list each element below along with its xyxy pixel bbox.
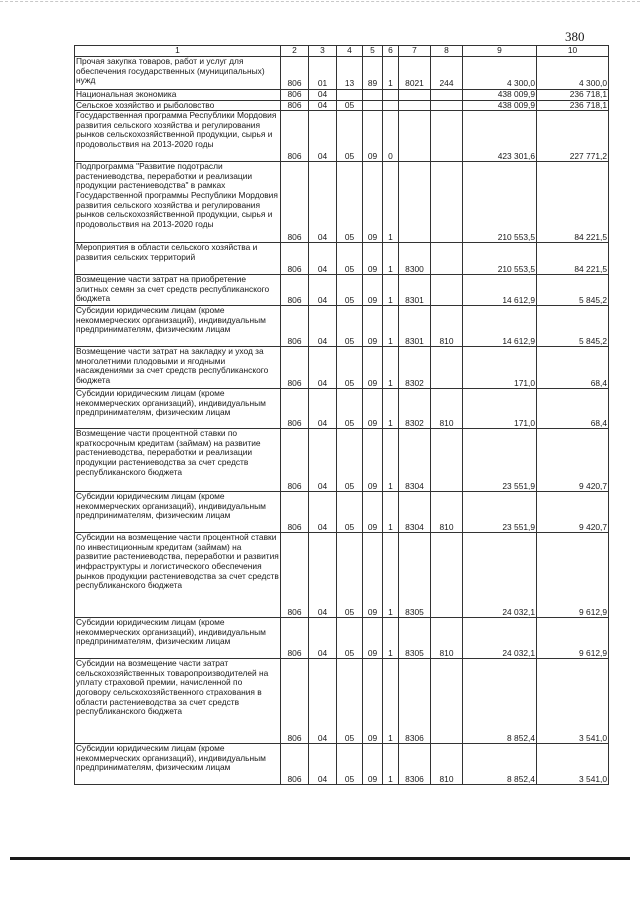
code-program: 09 [363,533,383,618]
code-subprogram [383,90,399,101]
row-name: Субсидии юридическим лицам (кроме некоммерческих организаций), индивидуальным предпринимателям, физическим лицам [75,306,281,347]
code-article: 8301 [399,275,431,306]
code-program: 09 [363,306,383,347]
amount-col-10: 236 718,1 [537,100,609,111]
code-ministry: 806 [281,100,309,111]
code-ministry: 806 [281,429,309,492]
code-section: 04 [309,492,337,533]
amount-col-9: 438 009,9 [463,90,537,101]
code-section: 04 [309,429,337,492]
code-ministry: 806 [281,744,309,785]
amount-col-9: 23 551,9 [463,429,537,492]
amount-col-10: 236 718,1 [537,90,609,101]
code-subprogram: 1 [383,533,399,618]
code-ministry: 806 [281,533,309,618]
header-cell: 2 [281,46,309,57]
code-expense-type: 810 [431,389,463,429]
row-name: Субсидии юридическим лицам (кроме некоммерческих организаций), индивидуальным предпринимателям, физическим лицам [75,492,281,533]
code-ministry: 806 [281,90,309,101]
code-program: 09 [363,347,383,389]
budget-table [74,45,609,785]
code-expense-type [431,100,463,111]
code-subprogram: 0 [383,111,399,162]
table-row [75,389,609,429]
table-row [75,429,609,492]
code-article: 8304 [399,492,431,533]
code-subprogram: 1 [383,57,399,90]
amount-col-9: 171,0 [463,347,537,389]
code-ministry: 806 [281,306,309,347]
code-article: 8301 [399,306,431,347]
amount-col-9: 438 009,9 [463,100,537,111]
code-program: 09 [363,659,383,744]
amount-col-10: 227 771,2 [537,111,609,162]
amount-col-10: 68,4 [537,347,609,389]
table-row [75,744,609,785]
code-expense-type: 810 [431,744,463,785]
amount-col-10: 84 221,5 [537,162,609,243]
amount-col-10: 4 300,0 [537,57,609,90]
code-section: 04 [309,275,337,306]
code-subsection: 05 [337,162,363,243]
code-article: 8304 [399,429,431,492]
code-section: 04 [309,306,337,347]
amount-col-9: 423 301,6 [463,111,537,162]
code-expense-type [431,111,463,162]
code-article: 8302 [399,347,431,389]
amount-col-10: 9 612,9 [537,533,609,618]
table-row [75,492,609,533]
code-subprogram: 1 [383,492,399,533]
code-subsection: 05 [337,618,363,659]
header-cell: 5 [363,46,383,57]
amount-col-9: 23 551,9 [463,492,537,533]
row-name: Подпрограмма "Развитие подотрасли растениеводства, переработки и реализации продукции растениеводства" в рамках Государственной программы Республики Мордовия развития сельского хозяйства и регулирования рынков сельскохозяйственной продукции, сырья и продовольствия на 2013-2020 годы [75,162,281,243]
code-article [399,90,431,101]
header-cell: 7 [399,46,431,57]
code-expense-type: 810 [431,618,463,659]
code-section: 04 [309,659,337,744]
code-expense-type: 810 [431,306,463,347]
code-expense-type [431,90,463,101]
row-name: Субсидии юридическим лицам (кроме некоммерческих организаций), индивидуальным предпринимателям, физическим лицам [75,389,281,429]
code-expense-type [431,533,463,618]
amount-col-10: 68,4 [537,389,609,429]
row-name: Субсидии на возмещение части процентной ставки по инвестиционным кредитам (займам) на развитие растениеводства, переработки и развития инфраструктуры и логистического обеспечения рынков продукции растениеводства за счет средств республиканского бюджета [75,533,281,618]
code-expense-type [431,659,463,744]
code-program [363,90,383,101]
code-subsection: 05 [337,659,363,744]
amount-col-9: 4 300,0 [463,57,537,90]
table-row [75,275,609,306]
code-expense-type: 244 [431,57,463,90]
amount-col-9: 14 612,9 [463,306,537,347]
code-section: 04 [309,90,337,101]
code-article: 8306 [399,744,431,785]
amount-col-9: 24 032,1 [463,618,537,659]
code-program: 09 [363,111,383,162]
code-section: 04 [309,347,337,389]
amount-col-10: 9 420,7 [537,492,609,533]
header-cell: 1 [75,46,281,57]
code-subsection: 13 [337,57,363,90]
code-subsection: 05 [337,111,363,162]
table-row [75,57,609,90]
code-article: 8305 [399,618,431,659]
amount-col-9: 8 852,4 [463,744,537,785]
code-expense-type [431,347,463,389]
code-ministry: 806 [281,243,309,275]
row-name: Национальная экономика [75,90,281,101]
code-ministry: 806 [281,111,309,162]
code-section: 04 [309,243,337,275]
row-name: Субсидии на возмещение части затрат сельскохозяйственных товаропроизводителей на уплату страховой премии, начисленной по договору сельскохозяйственного страхования в области растениеводства за счет средств республиканского бюджета [75,659,281,744]
code-subprogram: 1 [383,306,399,347]
code-subprogram: 1 [383,347,399,389]
code-ministry: 806 [281,659,309,744]
table-row [75,243,609,275]
code-subprogram: 1 [383,744,399,785]
code-subsection: 05 [337,275,363,306]
code-subsection: 05 [337,100,363,111]
code-program: 09 [363,243,383,275]
code-subsection: 05 [337,429,363,492]
code-subsection: 05 [337,389,363,429]
code-program: 89 [363,57,383,90]
code-article: 8300 [399,243,431,275]
amount-col-9: 14 612,9 [463,275,537,306]
amount-col-9: 171,0 [463,389,537,429]
code-subprogram: 1 [383,389,399,429]
code-ministry: 806 [281,347,309,389]
table-row [75,533,609,618]
code-expense-type [431,275,463,306]
code-ministry: 806 [281,389,309,429]
code-expense-type [431,243,463,275]
row-name: Государственная программа Республики Мордовия развития сельского хозяйства и регулирования рынков сельскохозяйственной продукции, сырья и продовольствия на 2013-2020 годы [75,111,281,162]
code-ministry: 806 [281,492,309,533]
code-subsection: 05 [337,492,363,533]
amount-col-9: 8 852,4 [463,659,537,744]
header-cell: 3 [309,46,337,57]
code-program: 09 [363,389,383,429]
code-subsection: 05 [337,533,363,618]
row-name: Прочая закупка товаров, работ и услуг для обеспечения государственных (муниципальных) нужд [75,57,281,90]
header-row [75,46,609,57]
code-subprogram: 1 [383,162,399,243]
header-cell: 10 [537,46,609,57]
amount-col-10: 5 845,2 [537,306,609,347]
code-article [399,111,431,162]
amount-col-10: 3 541,0 [537,744,609,785]
table-row [75,306,609,347]
code-section: 04 [309,618,337,659]
header-cell: 6 [383,46,399,57]
code-program [363,100,383,111]
code-subprogram [383,100,399,111]
code-subsection: 05 [337,243,363,275]
code-program: 09 [363,429,383,492]
table-row [75,618,609,659]
row-name: Сельское хозяйство и рыболовство [75,100,281,111]
amount-col-10: 5 845,2 [537,275,609,306]
code-ministry: 806 [281,618,309,659]
code-ministry: 806 [281,275,309,306]
table-row [75,100,609,111]
code-program: 09 [363,618,383,659]
table-row [75,90,609,101]
table-body [75,46,609,785]
code-article: 8306 [399,659,431,744]
bottom-rule [10,857,630,860]
amount-col-9: 24 032,1 [463,533,537,618]
code-section: 04 [309,100,337,111]
header-cell: 4 [337,46,363,57]
row-name: Возмещение части затрат на закладку и уход за многолетними плодовыми и ягодными насаждениями за счет средств республиканского бюджета [75,347,281,389]
header-cell: 9 [463,46,537,57]
amount-col-10: 84 221,5 [537,243,609,275]
table-row [75,162,609,243]
code-subprogram: 1 [383,275,399,306]
code-program: 09 [363,492,383,533]
row-name: Возмещение части процентной ставки по краткосрочным кредитам (займам) на развитие растениеводства, переработки и реализации продукции растениеводства за счет средств республиканского бюджета [75,429,281,492]
row-name: Субсидии юридическим лицам (кроме некоммерческих организаций), индивидуальным предпринимателям, физическим лицам [75,618,281,659]
code-program: 09 [363,162,383,243]
code-program: 09 [363,275,383,306]
code-section: 04 [309,162,337,243]
amount-col-9: 210 553,5 [463,162,537,243]
code-subsection [337,90,363,101]
code-section: 01 [309,57,337,90]
code-subsection: 05 [337,347,363,389]
code-expense-type: 810 [431,492,463,533]
code-ministry: 806 [281,57,309,90]
code-section: 04 [309,389,337,429]
amount-col-10: 3 541,0 [537,659,609,744]
code-subprogram: 1 [383,429,399,492]
amount-col-9: 210 553,5 [463,243,537,275]
code-program: 09 [363,744,383,785]
page-number: 380 [565,29,585,44]
row-name: Возмещение части затрат на приобретение элитных семян за счет средств республиканского бюджета [75,275,281,306]
table-row [75,659,609,744]
code-expense-type [431,429,463,492]
code-subprogram: 1 [383,243,399,275]
code-article: 8305 [399,533,431,618]
code-article [399,100,431,111]
amount-col-10: 9 420,7 [537,429,609,492]
code-section: 04 [309,533,337,618]
code-subprogram: 1 [383,659,399,744]
code-section: 04 [309,111,337,162]
code-section: 04 [309,744,337,785]
row-name: Субсидии юридическим лицам (кроме некоммерческих организаций), индивидуальным предпринимателям, физическим лицам [75,744,281,785]
code-expense-type [431,162,463,243]
row-name: Мероприятия в области сельского хозяйства и развития сельских территорий [75,243,281,275]
code-article: 8302 [399,389,431,429]
header-cell: 8 [431,46,463,57]
code-subsection: 05 [337,306,363,347]
amount-col-10: 9 612,9 [537,618,609,659]
code-ministry: 806 [281,162,309,243]
code-subsection: 05 [337,744,363,785]
code-article [399,162,431,243]
top-dashed-rule [0,1,640,2]
table-row [75,111,609,162]
code-article: 8021 [399,57,431,90]
table-row [75,347,609,389]
code-subprogram: 1 [383,618,399,659]
